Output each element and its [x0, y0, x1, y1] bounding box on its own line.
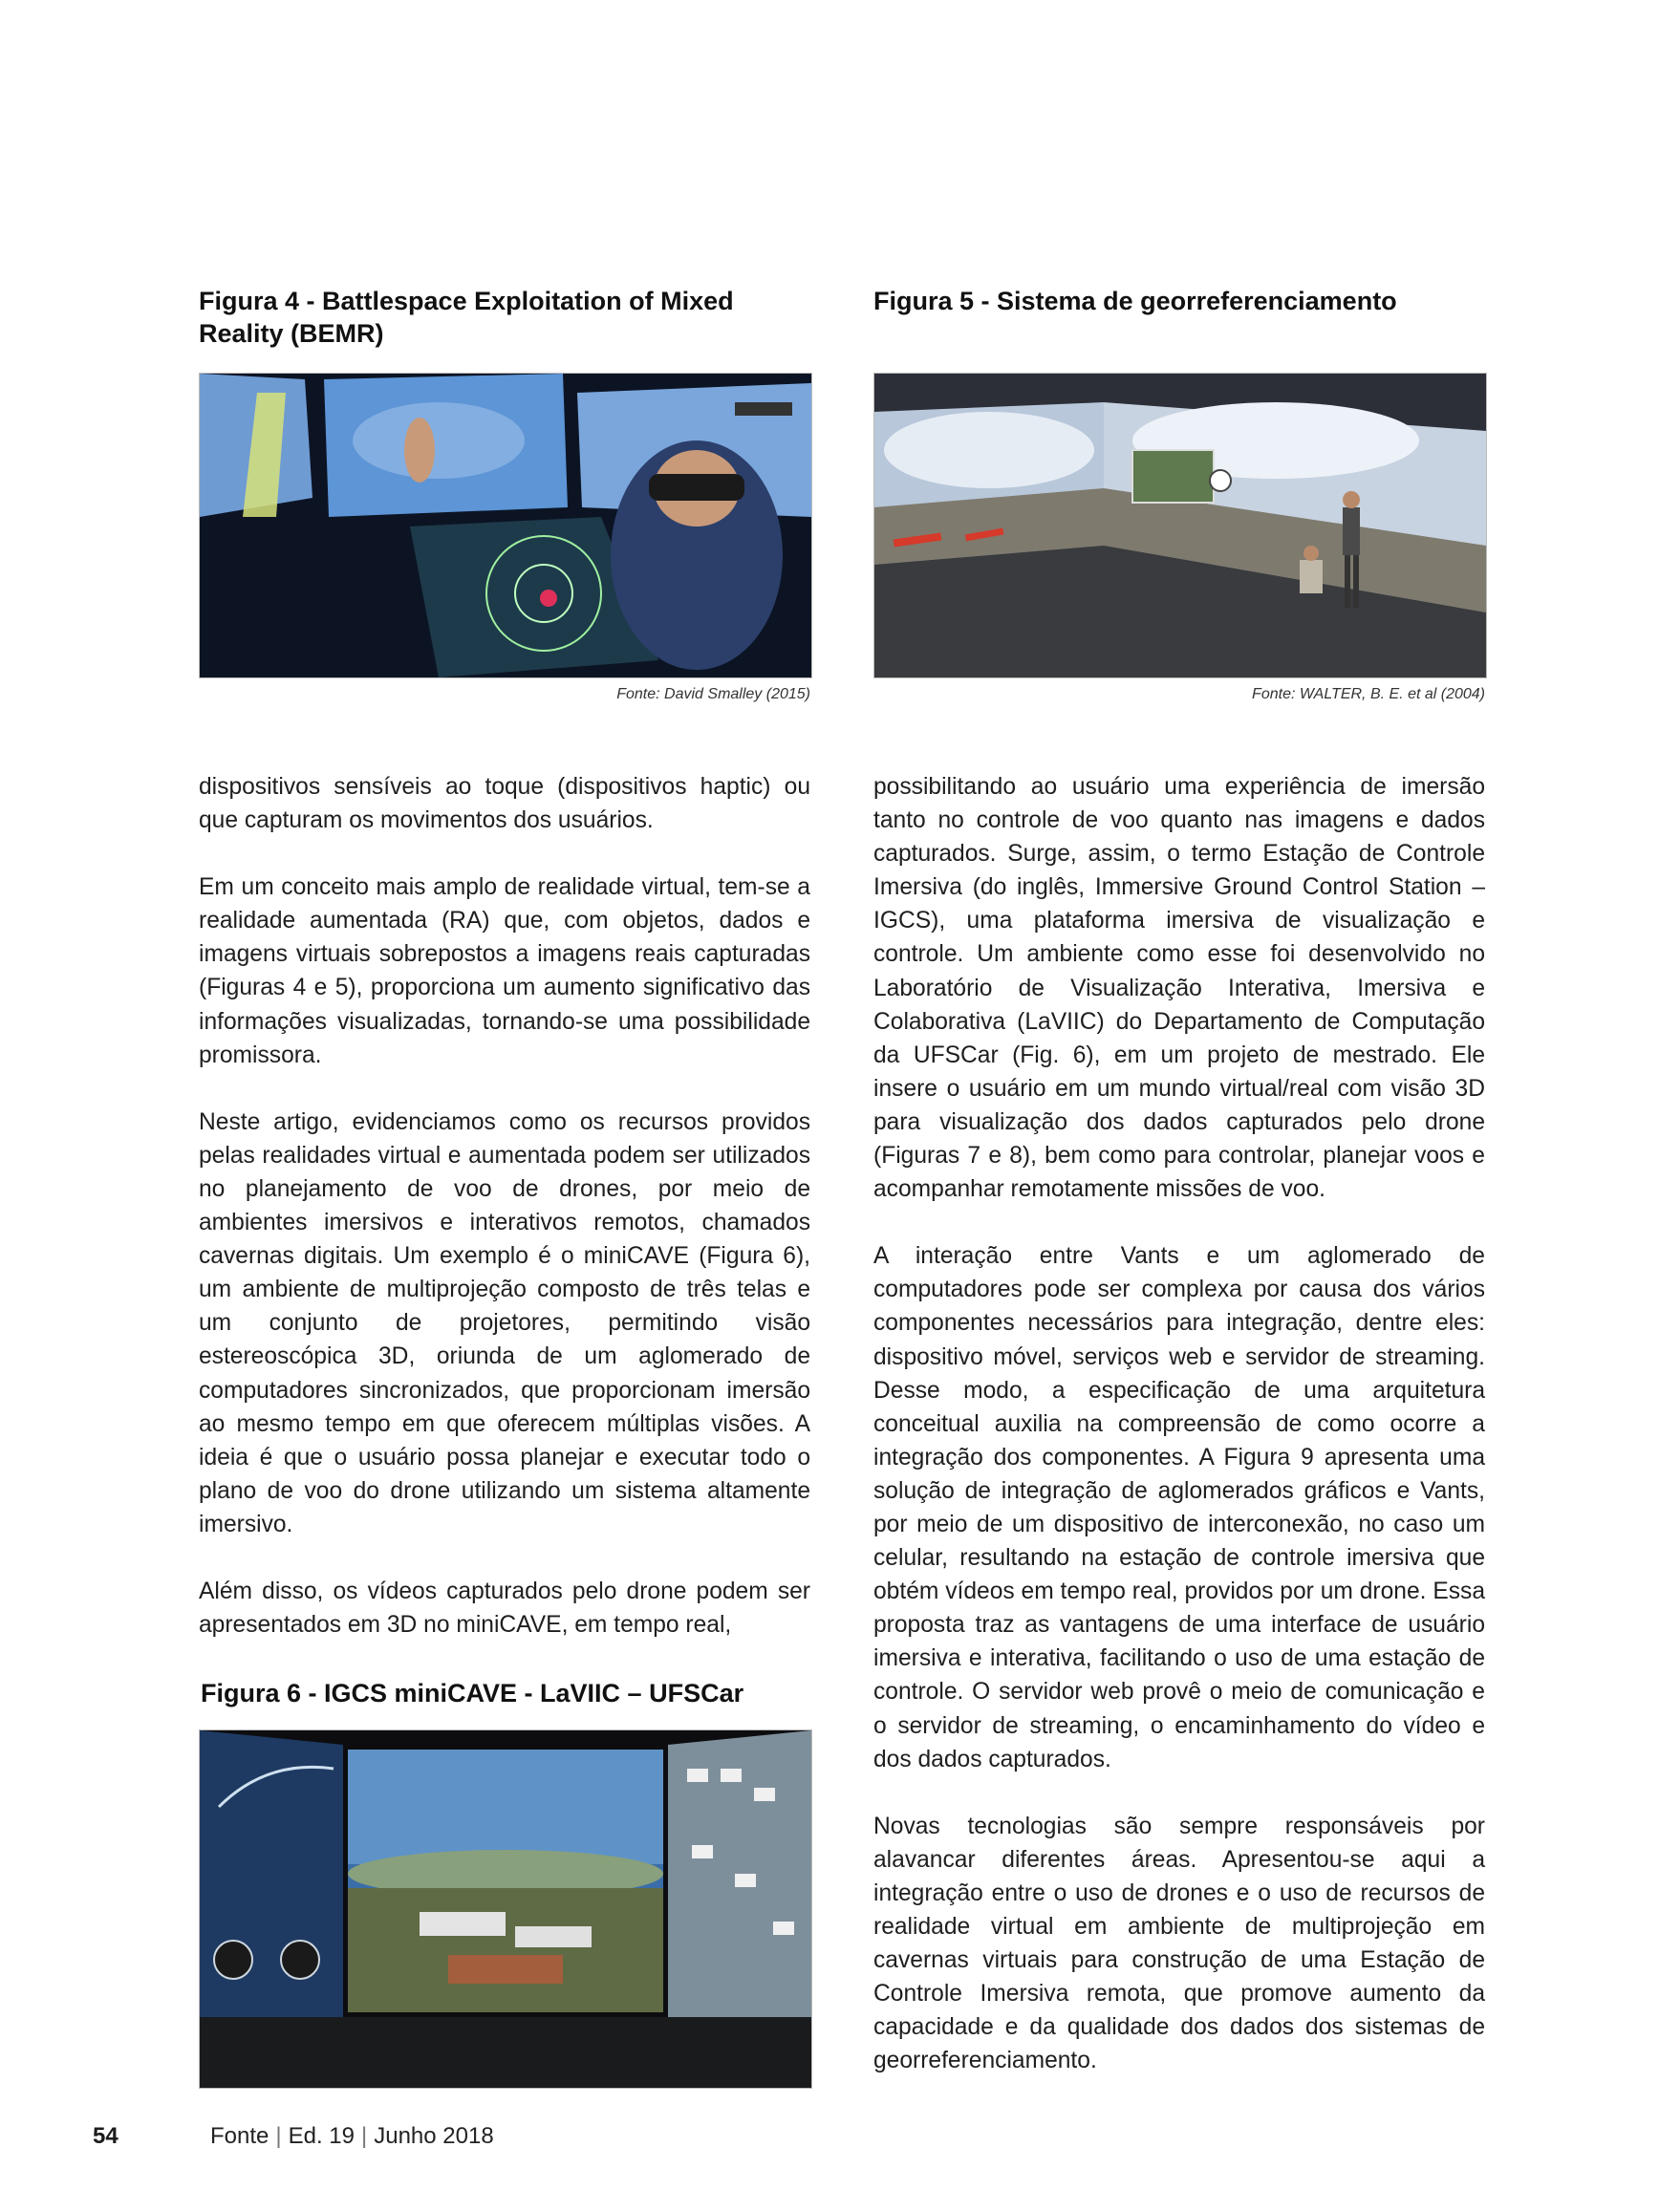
publication-info: Fonte | Ed. 19 | Junho 2018: [210, 2123, 494, 2149]
figure-5-image: [873, 373, 1487, 678]
edition: Ed. 19: [288, 2123, 355, 2149]
left-paragraph-3: Neste artigo, evidenciamos como os recursos providos pelas realidades virtual e aumentada podem ser utilizados no planejamento de voo de drones, por meio de ambientes imersivos e interativos remotos, chamados cavernas digitais. Um exemplo é o miniCAVE (Figura 6), um ambiente de multiprojeção composto de três telas e um conjunto de projetores, permitindo visão estereoscópica 3D, oriunda de um aglomerado de computadores sincronizados, que proporcionam imersão ao mesmo tempo em que oferecem múltiplas visões. A ideia é que o usuário possa planejar e executar todo o plano de voo do drone utilizando um sistema altamente imersivo.: [199, 1108, 810, 1537]
left-text-column: [199, 770, 810, 1642]
left-paragraph-4: Além disso, os vídeos capturados pelo drone podem ser apresentados em 3D no miniCAVE, em tempo real,: [199, 1578, 810, 1639]
figure-6-image: [199, 1729, 812, 2089]
publication-name: Fonte: [210, 2123, 269, 2149]
right-paragraph-2: A interação entre Vants e um aglomerado de computadores pode ser complexa por causa dos vários componentes necessários para integração, dentre eles: dispositivo móvel, serviços web e servidor de streaming. Desse modo, a especificação de uma arquitetura conceitual auxilia na compreensão de como ocorre a integração dos componentes. A Figura 9 apresenta uma solução de integração de aglomerados gráficos e Vants, por meio de um dispositivo de interconexão, no caso um celular, resultando na estação de controle imersiva que obtém vídeos em tempo real, providos por um drone. Essa proposta traz as vantagens de uma interface de usuário imersiva e interativa, facilitando o uso de uma estação de controle. O servidor web provê o meio de comunicação e o servidor de streaming, o encaminhamento do vídeo e dos dados capturados.: [873, 1243, 1485, 1772]
page-number: 54: [93, 2123, 118, 2149]
right-paragraph-1: possibilitando ao usuário uma experiência de imersão tanto no controle de voo quanto nas imagens e dados capturados. Surge, assim, o termo Estação de Controle Imersiva (do inglês, Immersive Ground Control Station – IGCS), uma plataforma imersiva de visualização e controle. Um ambiente como esse foi desenvolvido no Laboratório de Visualização Interativa, Imersiva e Colaborativa (LaVIIC) do Departamento de Computação da UFSCar (Fig. 6), em um projeto de mestrado. Ele insere o usuário em um mundo virtual/real com visão 3D para visualização dos dados capturados pelo drone (Figuras 7 e 8), bem como para controlar, planejar voos e acompanhar remotamente missões de voo.: [873, 774, 1485, 1203]
figure-6-title: Figura 6 - IGCS miniCAVE - LaVIIC – UFSCar: [201, 1679, 744, 1707]
right-paragraph-3: Novas tecnologias são sempre responsáveis por alavancar diferentes áreas. Apresentou-se aqui a integração entre o uso de drones e o uso de recursos de realidade virtual em ambiente de multiprojeção em cavernas virtuais para construção de uma Estação de Controle Imersiva remota, que promove aumento da capacidade e da qualidade dos dados dos sistemas de georreferenciamento.: [873, 1813, 1485, 2074]
figure-4-source: Fonte: David Smalley (2015): [616, 686, 810, 702]
figure-5-title: Figura 5 - Sistema de georreferenciamento: [873, 287, 1397, 315]
publication-date: Junho 2018: [374, 2123, 494, 2149]
left-paragraph-1: dispositivos sensíveis ao toque (dispositivos haptic) ou que capturam os movimentos dos usuários.: [199, 774, 810, 834]
left-paragraph-2: Em um conceito mais amplo de realidade virtual, tem-se a realidade aumentada (RA) que, com objetos, dados e imagens virtuais sobrepostos a imagens reais capturadas (Figuras 4 e 5), proporciona um aumento significativo das informações visualizadas, tornando-se uma possibilidade promissora.: [199, 874, 810, 1068]
figure-4-title: Figura 4 - Battlespace Exploitation of Mixed Reality (BEMR): [199, 287, 734, 348]
right-text-column: [873, 770, 1485, 2077]
figure-5-source: Fonte: WALTER, B. E. et al (2004): [1252, 686, 1485, 702]
figure-4-image: [199, 373, 812, 678]
